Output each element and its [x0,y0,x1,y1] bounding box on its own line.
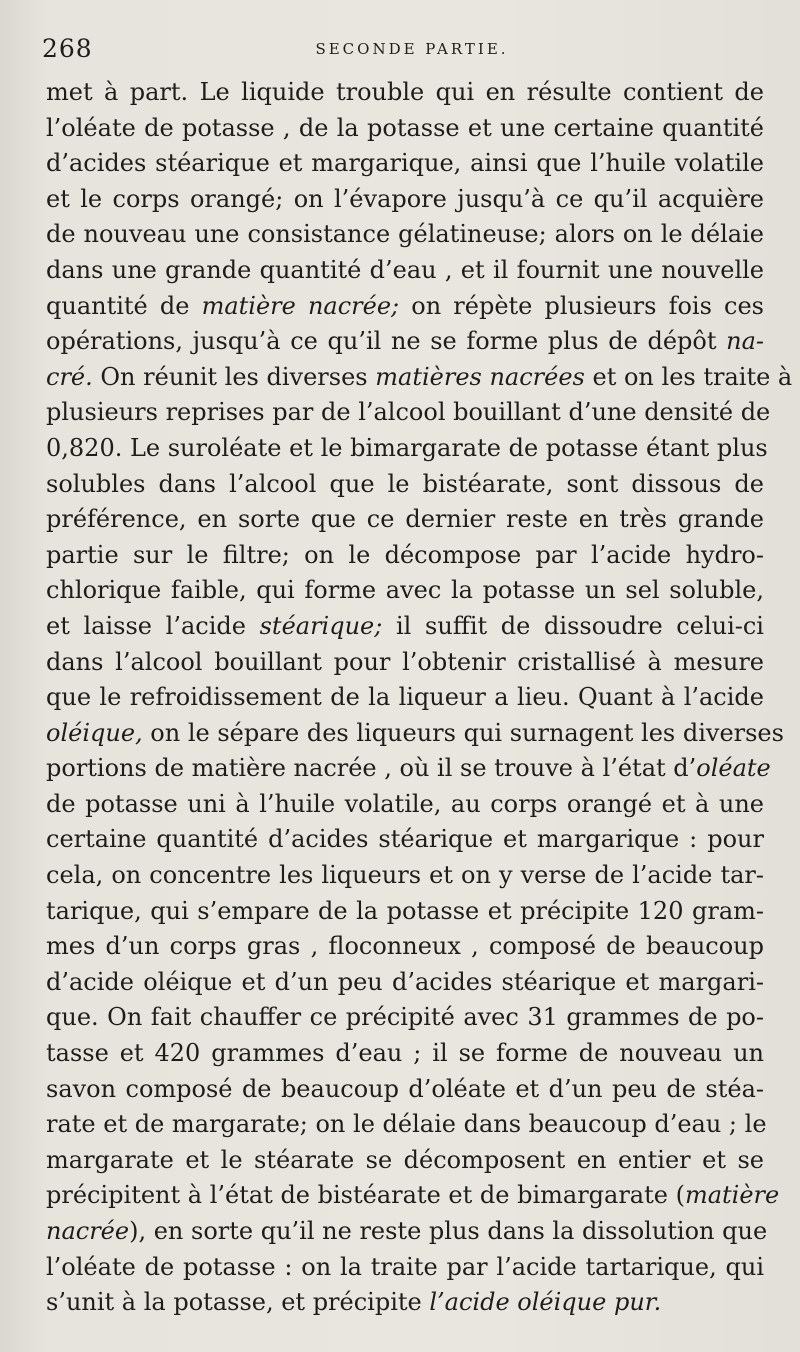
text-segment: quantité de [46,291,202,320]
italic-text: stéarique; [259,611,383,640]
text-segment: certaine quantité d’acides stéarique et margarique : pour [46,825,764,854]
italic-text: oléate [696,754,771,783]
text-line [46,395,771,431]
text-segment: d’acides stéarique et margarique, ainsi que l’huile volatile [46,149,764,178]
text-segment: et laisse l’acide [46,611,260,640]
page-number: 268 [42,34,93,63]
text-segment: et le corps orangé; on l’évapore jusqu’à ce qu’il acquière [46,184,764,213]
italic-text: matières nacrées [375,362,585,391]
italic-text: oléique, [46,718,143,747]
italic-text: matière [684,1181,780,1210]
running-title: SECONDE PARTIE. [315,40,509,58]
text-segment: l’oléate de potasse : on la traite par l’acide tartarique, qui [46,1252,764,1281]
text-segment: dans l’alcool bouillant pour l’obtenir cristallisé à mesure [46,647,764,676]
text-line [46,822,764,858]
text-segment: plusieurs reprises par de l’alcool bouillant d’une densité de [46,398,771,427]
text-line [46,75,764,111]
text-segment: s’unit à la potasse, et précipite [46,1288,430,1317]
text-line [46,146,764,182]
text-segment: met à part. Le liquide trouble qui en résulte contient de [46,78,764,106]
text-segment: précipitent à l’état de bistéarate et de bimargarate ( [46,1181,685,1210]
text-segment: on le sépare des liqueurs qui surnagent les diverses [142,718,784,747]
text-line [46,965,764,1001]
text-segment: que. On fait chauffer ce précipité avec 31 grammes de po- [46,1003,764,1032]
text-line [46,360,793,396]
text-segment: de potasse uni à l’huile volatile, au corps orangé et à une [46,789,764,818]
text-segment: opérations, jusqu’à ce qu’il ne se forme plus de dépôt [46,327,727,356]
italic-text: cré. [46,362,93,391]
text-segment: cela, on concentre les liqueurs et on y verse de l’acide tar- [46,861,764,890]
text-segment: mes d’un corps gras , floconneux , composé de beaucoup [46,932,764,961]
text-segment: chlorique faible, qui forme avec la potasse un sel soluble, [46,576,764,605]
text-line [46,502,764,538]
italic-text: na- [726,327,764,356]
text-line [46,751,771,787]
text-line [46,1214,768,1250]
text-line [46,182,764,218]
text-line [46,431,768,467]
text-line [46,787,764,823]
text-line [46,609,764,645]
text-segment: portions de matière nacrée , où il se trouve à l’état d’ [46,754,697,783]
page-header [42,34,782,68]
italic-text: matière nacrée; [201,291,400,320]
text-line [46,858,764,894]
text-line [46,929,764,965]
text-line [46,538,764,574]
text-line [46,1285,764,1321]
text-line [46,1178,780,1214]
italic-text: l’acide oléique pur. [429,1288,662,1317]
text-line [46,1143,764,1179]
text-segment: préférence, en sorte que ce dernier reste en très grande [46,505,764,534]
text-line [46,289,764,325]
italic-text: nacrée [46,1217,130,1245]
body-text [46,75,793,1321]
text-line [46,1072,764,1108]
text-segment: de nouveau une consistance gélatineuse; alors on le délaie [46,220,764,249]
text-segment: tarique, qui s’empare de la potasse et précipite 120 gram- [46,896,764,925]
text-segment: il suffit de dissoudre celui-ci [382,611,764,640]
text-line [46,467,764,503]
text-segment: 0,820. Le suroléate et le bimargarate de potasse étant plus [46,433,768,462]
text-line [46,324,764,360]
text-segment: et on les traite à [584,362,793,391]
text-line [46,680,764,716]
text-segment: partie sur le filtre; on le décompose par l’acide hydro- [46,540,764,569]
text-segment: margarate et le stéarate se décomposent en entier et se [46,1145,764,1174]
text-line [46,716,784,752]
text-segment: dans une grande quantité d’eau , et il fournit une nouvelle [46,255,764,284]
text-segment: On réunit les diverses [92,362,376,391]
text-segment: ), en sorte qu’il ne reste plus dans la dissolution que [129,1217,768,1245]
text-line [46,1000,764,1036]
text-line [46,111,764,147]
text-line [46,573,764,609]
text-line [46,894,764,930]
text-segment: d’acide oléique et d’un peu d’acides stéarique et margari- [46,967,764,996]
text-line [46,1250,764,1286]
text-line [46,217,764,253]
text-segment: l’oléate de potasse , de la potasse et une certaine quantité [46,113,764,142]
text-line [46,1107,767,1143]
text-line [46,645,764,681]
text-line [46,253,764,289]
text-line [46,1036,764,1072]
text-segment: solubles dans l’alcool que le bistéarate, sont dissous de [46,469,764,498]
text-segment: savon composé de beaucoup d’oléate et d’un peu de stéa- [46,1074,764,1103]
text-segment: rate et de margarate; on le délaie dans beaucoup d’eau ; le [46,1110,767,1139]
text-segment: que le refroidissement de la liqueur a lieu. Quant à l’acide [46,683,764,712]
text-segment: on répète plusieurs fois ces [399,291,764,320]
text-segment: tasse et 420 grammes d’eau ; il se forme de nouveau un [46,1039,764,1068]
